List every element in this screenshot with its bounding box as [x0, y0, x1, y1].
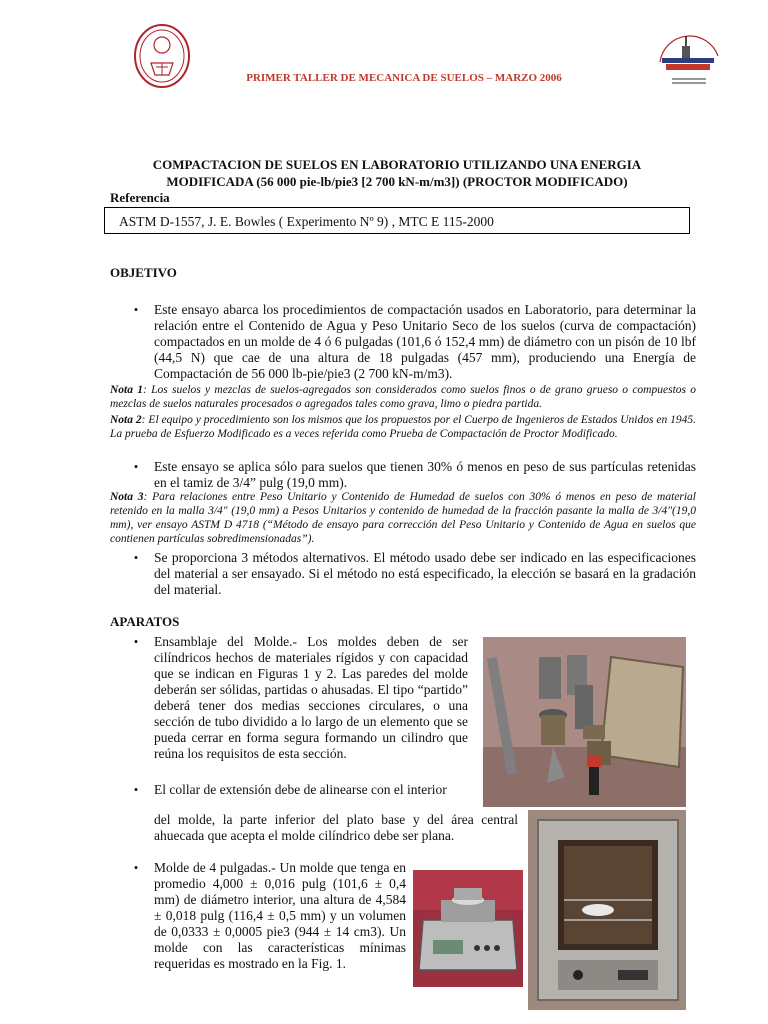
nota-3-label: Nota 3 — [110, 491, 144, 503]
objetivo-heading: OBJETIVO — [110, 265, 177, 280]
bullet-icon: • — [133, 302, 139, 317]
objetivo-bullet-2 — [118, 459, 696, 491]
aparatos-bullet-1 — [118, 634, 468, 762]
reference-box — [104, 207, 690, 234]
nota-3 — [110, 490, 696, 546]
header-title: PRIMER TALLER DE MECANICA DE SUELOS – MARZO 2006 — [246, 72, 562, 84]
document-title-line1: COMPACTACION DE SUELOS EN LABORATORIO UTILIZANDO UNA ENERGIA — [152, 157, 642, 172]
nota-2-text: : El equipo y procedimiento son los mismos que los propuestos por el Cuerpo de Ingenieros de Estados Unidos en 1945. La prueba de Esfuerzo Modificado es a veces referida como Prueba de Compactación de Proctor Modificado. — [110, 414, 697, 440]
aparatos-continuation: del molde, la parte inferior del plato base y del área central ahuecada que acepta el molde cilíndrico debe ser plana. — [154, 812, 518, 843]
aparatos-bullet-2 — [118, 782, 488, 798]
reference-text: ASTM D-1557, J. E. Bowles ( Experimento Nº 9) , MTC E 115-2000 — [119, 214, 494, 229]
bullet-icon: • — [133, 634, 139, 649]
aparatos-heading: APARATOS — [110, 614, 180, 629]
objetivo-bullet-1 — [118, 302, 696, 382]
nota-1-label: Nota 1 — [110, 384, 144, 396]
lab-equipment-photo — [483, 637, 686, 807]
objetivo-bullet-3 — [118, 550, 696, 598]
digital-scale-photo — [413, 870, 523, 987]
drying-oven-photo — [528, 810, 686, 1010]
nota-1 — [110, 383, 696, 411]
nota-2 — [110, 413, 696, 441]
nota-1-text: : Los suelos y mezclas de suelos-agregados son considerados como suelos finos o de grano grueso o compuestos o mezclas de suelos naturales procesados o agregados tales como grava, limo o piedra partida. — [110, 384, 697, 410]
document-title — [110, 156, 684, 190]
aparatos-bullet-3-text: Molde de 4 pulgadas.- Un molde que tenga en promedio 4,000 ± 0,016 pulg (101,6 ± 0,4 mm) de diámetro interior, una altura de 4,584 ± 0,018 pulg (116,4 ± 0,5 mm) y un volumen de 0,0333 ± 0,0005 pie3 (944 ± 14 cm3). Un molde con las características mínimas requeridas es mostrado en la Fig. 1. — [154, 860, 406, 971]
nota-2-label: Nota 2 — [110, 414, 142, 426]
objetivo-bullet-1-text: Este ensayo abarca los procedimientos de compactación usados en Laboratorio, para determinar la relación entre el Contenido de Agua y Peso Unitario Seco de los suelos (curva de compactación) compactados en un molde de 4 ó 6 pulgadas (101,6 ó 152,4 mm) de diámetro con un pisón de 10 lbf (44,5 N) que cae de una altura de 18 pulgadas (457 mm), produciendo una Energía de Compactación de 56 000 lb-pie/pie3 (2 700 kN-m/m3). — [154, 302, 696, 381]
nota-3-text: : Para relaciones entre Peso Unitario y Contenido de Humedad de suelos con 30% ó menos en peso de material retenido en la malla 3/4" (19,0 mm) a Pesos Unitarios y contenido de humedad de la fracción pasante la malla de 3/4"(19,0 mm), ver ensayo ASTM D 4718 (“Método de ensayo para corrección del Peso Unitario y Contenido de Agua en suelos que contienen partículas sobredimensionadas”). — [110, 491, 696, 545]
objetivo-bullet-2-text: Este ensayo se aplica sólo para suelos que tienen 30% ó menos en peso de sus partículas retenidas en el tamiz de 3/4” pulg (19,0 mm). — [154, 459, 696, 490]
aparatos-bullet-3 — [118, 860, 406, 972]
bullet-icon: • — [133, 550, 139, 565]
objetivo-bullet-3-text: Se proporciona 3 métodos alternativos. El método usado debe ser indicado en las especificaciones del material a ser ensayado. Si el método no está especificado, la elección se basará en la gradación del material. — [154, 550, 696, 597]
reference-label: Referencia — [110, 190, 170, 205]
bullet-icon: • — [133, 459, 139, 474]
laboratory-logo — [652, 26, 724, 96]
document-title-line2: MODIFICADA (56 000 pie-lb/pie3 [2 700 kN-m/m3]) (PROCTOR MODIFICADO) — [166, 174, 628, 189]
bullet-icon: • — [133, 782, 139, 797]
aparatos-bullet-2-text: El collar de extensión debe de alinearse con el interior — [154, 782, 447, 797]
bullet-icon: • — [133, 860, 139, 875]
aparatos-bullet-1-text: Ensamblaje del Molde.- Los moldes deben de ser cilíndricos hechos de materiales rígidos y con capacidad que se indican en Figuras 1 y 2. Las paredes del molde deberán ser sólidas, partidas o ahusadas. El tipo “partido” deberá tener dos medias secciones circulares, o una sección de tubo dividido a lo largo de un elemento que se pueda cerrar en forma segura formando un cilindro que reúna los requisitos de esta sección. — [154, 634, 468, 761]
